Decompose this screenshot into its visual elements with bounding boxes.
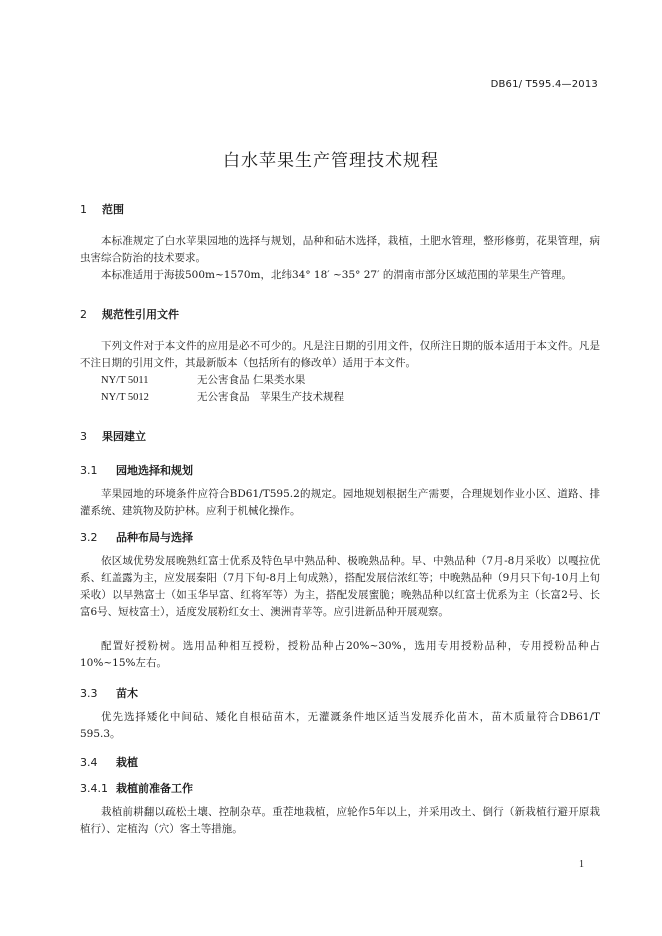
section-title: 品种布局与选择: [116, 531, 193, 544]
page-number: 1: [579, 859, 584, 870]
paragraph-pollinator: 配置好授粉树。选用品种相互授粉，授粉品种占20%~30%，选用专用授粉品种，专用授粉品种占10%~15%左右。: [80, 640, 600, 669]
section-number: 3.3: [80, 687, 98, 700]
section-heading-2: [80, 306, 179, 322]
section-title: 果园建立: [102, 430, 146, 443]
section-number: 3.1: [80, 464, 98, 477]
paragraph-scope-1: 本标准规定了白水苹果园地的选择与规划，品种和砧木选择，栽植，土肥水管理，整形修剪，花果管理，病虫害综合防治的技术要求。: [80, 235, 600, 264]
reference-code: NY/T 5011: [101, 375, 149, 386]
paragraph-scope-2: 本标准适用于海拔500m~1570m，北纬34° 18′ ~35° 27′ 的渭南市部分区域范围的苹果生产管理。: [101, 269, 572, 281]
section-title: 规范性引用文件: [102, 308, 179, 321]
section-heading-3-4: [80, 754, 138, 770]
section-title: 苗木: [116, 687, 138, 700]
standard-code: DB61/ T595.4—2013: [490, 79, 598, 90]
reference-item: [101, 389, 344, 406]
section-number: 1: [80, 203, 87, 216]
section-number: 2: [80, 308, 87, 321]
paragraph-seedlings: 优先选择矮化中间砧、矮化自根砧苗木，无灌溉条件地区适当发展乔化苗木，苗木质量符合DB61/T 595.3。: [80, 711, 600, 740]
section-heading-3-2: [80, 529, 193, 545]
section-title: 栽植前准备工作: [116, 782, 193, 795]
section-title: 园地选择和规划: [116, 464, 193, 477]
reference-code: NY/T 5012: [101, 392, 149, 403]
paragraph-variety-layout: 依区域优势发展晚熟红富士优系及特色早中熟品种、极晚熟品种。早、中熟品种（7月-8月采收）以嘎拉优系、红盖露为主，应发展秦阳（7月下旬-8月上旬成熟），搭配发展信浓红等；中晚熟品种（9月只下旬-10月上旬采收）以早熟富士（如玉华早富、红将军等）为主，搭配发展蜜脆；晚熟品种以红富士优系为主（长富2号、长富6号、短枝富士），适度发展粉红女士、澳洲青苹等。应引进新品种开展观察。: [80, 555, 600, 618]
paragraph-site-selection: 苹果园地的环境条件应符合BD61/T595.2的规定。园地规划根据生产需要，合理规划作业小区、道路、排灌系统、建筑物及防护林。应利于机械化操作。: [80, 488, 600, 517]
section-number: 3.4: [80, 756, 98, 769]
reference-item: [101, 372, 305, 389]
paragraph-references: 下列文件对于本文件的应用是必不可少的。凡是注日期的引用文件，仅所注日期的版本适用于本文件。凡是不注日期的引用文件，其最新版本（包括所有的修改单）适用于本文件。: [80, 340, 600, 369]
section-number: 3.4.1: [80, 782, 108, 795]
reference-name: 无公害食品 仁果类水果: [197, 374, 306, 386]
section-number: 3: [80, 430, 87, 443]
section-heading-3: [80, 428, 146, 444]
reference-name: 无公害食品 苹果生产技术规程: [197, 391, 344, 403]
section-heading-1: [80, 201, 124, 217]
section-heading-3-4-1: [80, 780, 193, 796]
section-heading-3-1: [80, 462, 193, 478]
document-title: 白水苹果生产管理技术规程: [223, 151, 439, 171]
section-title: 范围: [102, 203, 124, 216]
section-title: 栽植: [116, 756, 138, 769]
section-heading-3-3: [80, 685, 138, 701]
section-number: 3.2: [80, 531, 98, 544]
paragraph-planting-preparation: 栽植前耕翻以疏松土壤、控制杂草。重茬地栽植，应轮作5年以上，并采用改土、倒行（新栽植行避开原栽植行）、定植沟（穴）客土等措施。: [80, 806, 600, 835]
